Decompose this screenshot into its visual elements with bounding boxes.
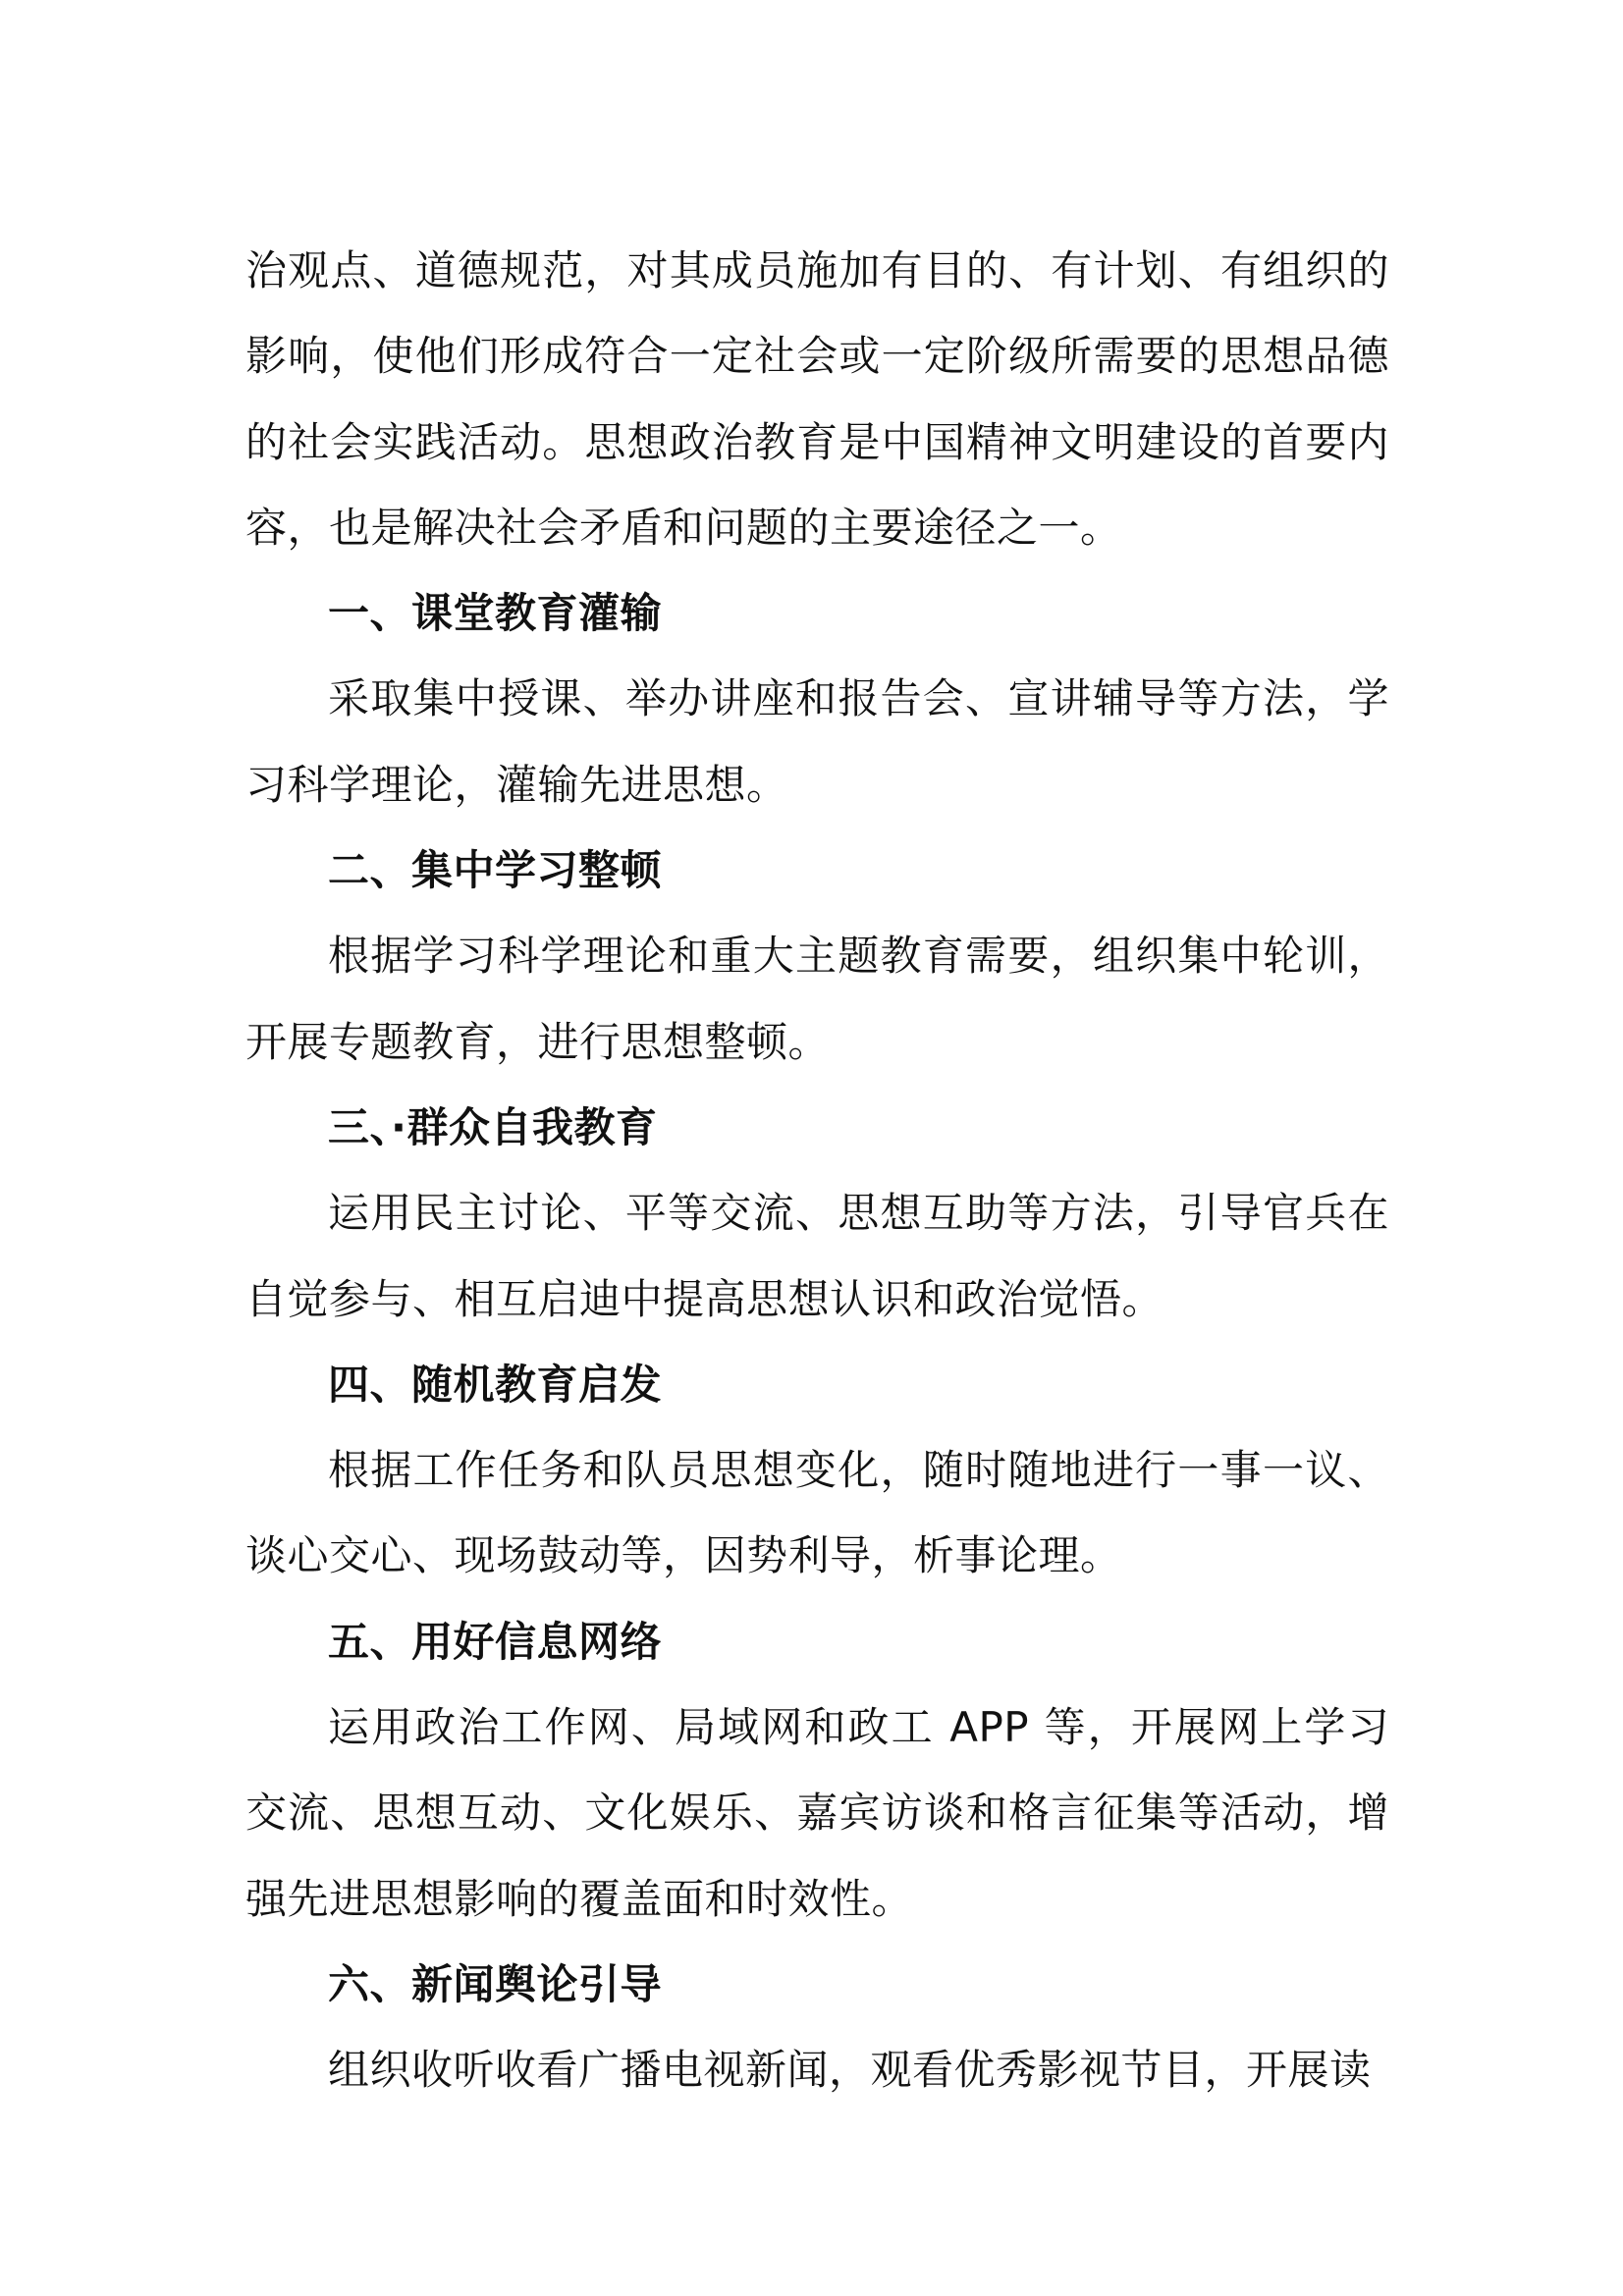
section-heading: 一、课堂教育灌输 — [328, 589, 663, 638]
section-body: 采取集中授课、举办讲座和报告会、宣讲辅导等方法，学习科学理论，灌输先进思想。 — [245, 674, 1389, 809]
section-body: 运用民主讨论、平等交流、思想互助等方法，引导官兵在自觉参与、相互启迪中提高思想认识和政治觉悟。 — [245, 1189, 1389, 1323]
section-5 — [245, 1599, 1389, 1942]
section-body: 根据工作任务和队员思想变化，随时随地进行一事一议、谈心交心、现场鼓动等，因势利导，析事论理。 — [245, 1446, 1389, 1580]
section-body: 运用政治工作网、局域网和政工 APP 等，开展网上学习交流、思想互动、文化娱乐、嘉宾访谈和格言征集等活动，增强先进思想影响的覆盖面和时效性。 — [245, 1703, 1389, 1923]
section-3 — [245, 1085, 1389, 1342]
section-body: 组织收听收看广播电视新闻，观看优秀影视节目，开展读 — [328, 2046, 1372, 2095]
section-heading: 五、用好信息网络 — [328, 1617, 663, 1666]
section-heading: 四、随机教育启发 — [328, 1360, 663, 1409]
intro-paragraph: 治观点、道德规范，对其成员施加有目的、有计划、有组织的影响，使他们形成符合一定社会或一定阶级所需要的思想品德的社会实践活动。思想政治教育是中国精神文明建设的首要内容，也是解决社会矛盾和问题的主要途径之一。 — [245, 246, 1389, 552]
section-heading: 三、·群众自我教育 — [328, 1102, 658, 1151]
section-heading: 六、新闻舆论引导 — [328, 1959, 663, 2008]
section-4 — [245, 1342, 1389, 1599]
document-body — [245, 228, 1389, 2113]
section-2 — [245, 828, 1389, 1085]
section-6 — [245, 1942, 1389, 2113]
section-heading: 二、集中学习整顿 — [328, 846, 663, 895]
section-body: 根据学习科学理论和重大主题教育需要，组织集中轮训，开展专题教育，进行思想整顿。 — [245, 932, 1389, 1066]
section-1 — [245, 570, 1389, 828]
